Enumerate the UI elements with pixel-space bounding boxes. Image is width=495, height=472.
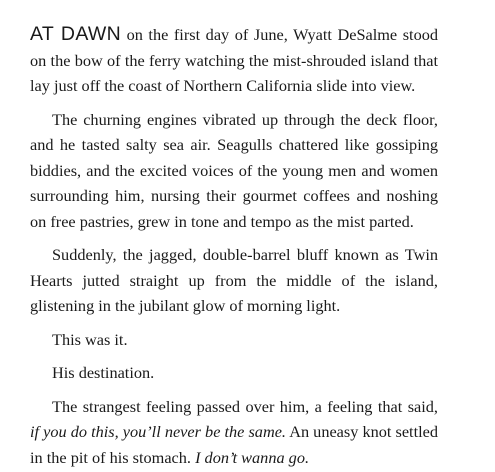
feeling-italic-thought: if you do this, you’ll never be the same.	[30, 422, 287, 441]
paragraph-this-was-it	[30, 327, 438, 353]
paragraph-twin-hearts-text: Suddenly, the jagged, double-barrel bluff known as Twin Hearts jutted straight up from the middle of the island, glistening in the jubilant glow of morning light.	[30, 245, 438, 315]
feeling-italic-closing: I don’t wanna go.	[195, 447, 310, 467]
paragraph-destination	[30, 360, 438, 386]
paragraph-opening-text: on the first day of June, Wyatt DeSalme stood on the bow of the ferry watching the mist-shrouded island that lay just off the coast of Northern California slide into view.	[30, 25, 438, 95]
paragraph-engines-text: The churning engines vibrated up through the deck floor, and he tasted salty sea air. Seagulls chattered like gossiping biddies, and the excited voices of the young men and women surrounding him, nursing their gourmet coffees and noshing on free pastries, grew in tone and tempo as the mist parted.	[30, 109, 438, 231]
book-page	[30, 22, 438, 470]
paragraph-destination-text: His destination.	[52, 363, 155, 382]
paragraph-opening	[30, 22, 438, 99]
paragraph-strangest-feeling	[30, 394, 438, 471]
feeling-text-start: The strangest feeling passed over him, a feeling that said,	[52, 396, 438, 416]
feeling-text-middle: An uneasy knot settled in the pit of his stomach.	[30, 422, 438, 467]
paragraph-engines	[30, 107, 438, 235]
paragraph-twin-hearts	[30, 242, 438, 319]
paragraph-this-was-it-text: This was it.	[52, 329, 128, 349]
chapter-lead-in: AT DAWN	[30, 23, 121, 45]
